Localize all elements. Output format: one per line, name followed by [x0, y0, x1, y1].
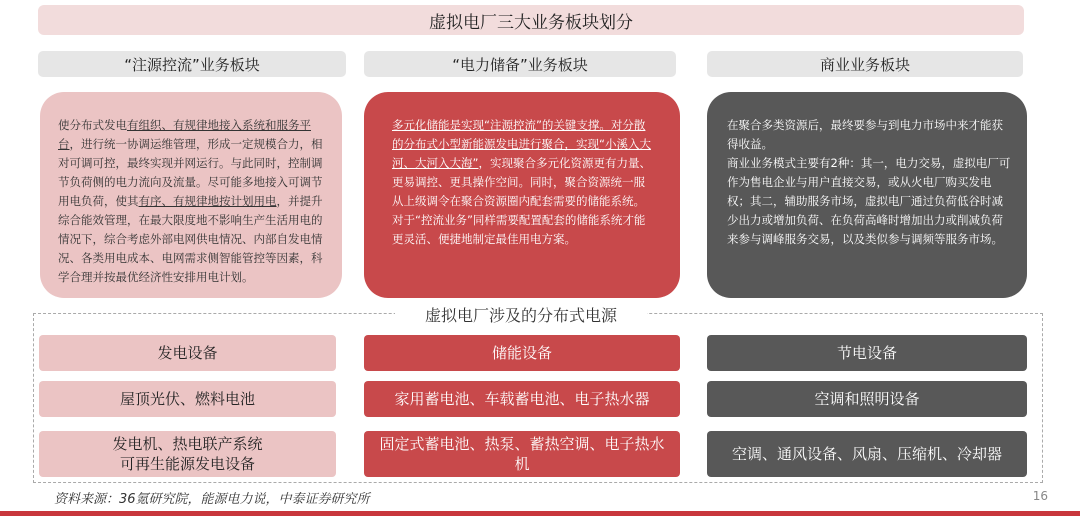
card-text-part: 使分布式发电 [58, 118, 127, 132]
card-commercial [707, 92, 1027, 298]
section-header-source-control: “注源控流”业务板块 [38, 51, 346, 77]
section-header-commercial: 商业业务板块 [707, 51, 1023, 77]
card-power-storage [364, 92, 680, 298]
energy-saving-item: 空调、通风设备、风扇、压缩机、冷却器 [707, 431, 1027, 477]
card-commercial-paragraph-2: 商业业务模式主要有2种：其一，电力交易，虚拟电厂可作为售电企业与用户直接交易，或从火电厂购买发电权；其二，辅助服务市场，虚拟电厂通过负荷低谷时减少出力或增加负荷、在负荷高峰时增加出力或削减负荷来参与调峰服务交易，以及类似参与调频等服务市场。 [727, 156, 1011, 246]
column-header-storage: 储能设备 [364, 335, 680, 371]
bottom-accent-line [0, 511, 1080, 516]
card-text-part: ，进行统一协调运维管理，形成一定规模合力，相对可调可控，最终实现并网运行。与此同时，控制调节负荷侧的电力流向及流量。尽可能多地接入可调节用电负荷，使其 [58, 137, 323, 208]
generation-item: 发电机、热电联产系统 可再生能源发电设备 [39, 431, 336, 477]
column-header-generation: 发电设备 [39, 335, 336, 371]
section-header-power-storage: “电力储备”业务板块 [364, 51, 676, 77]
storage-item: 家用蓄电池、车载蓄电池、电子热水器 [364, 381, 680, 417]
card-source-control-text [58, 116, 324, 287]
card-source-control [40, 92, 342, 298]
energy-saving-item: 空调和照明设备 [707, 381, 1027, 417]
card-text-underlined: 有序、有规律地按计划用电 [138, 194, 277, 208]
column-header-energy-saving: 节电设备 [707, 335, 1027, 371]
page-number: 16 [1032, 489, 1048, 503]
source-note: 资料来源：36氪研究院，能源电力说，中泰证券研究所 [54, 492, 370, 507]
card-commercial-paragraph-1: 在聚合多类资源后，最终要参与到电力市场中来才能获得收益。 [727, 118, 1003, 151]
card-text-part: ，实现聚合多元化资源更有力量、更易调控、更具操作空间。同时，聚合资源统一服从上级调令在聚合资源圈内配套需要的储能系统。对于“控流业务”同样需要配置配套的储能系统才能更灵活、便捷地制定最佳用电方案。 [392, 156, 651, 246]
card-text-underlined: 多元化储能是实现“注源控流”的关键支撑。对分散的分布式小型新能源发电进行聚合，实现“小溪入大河、大河入大海” [392, 118, 651, 170]
card-text-underlined: 有组织、有规律地接入系统和服务平台 [58, 118, 311, 151]
storage-item: 固定式蓄电池、热泵、蓄热空调、电子热水机 [364, 431, 680, 477]
card-power-storage-text [392, 116, 654, 249]
card-text-part: ，并提升综合能效管理，在最大限度地不影响生产生活用电的情况下，综合考虑外部电网供电情况、内部自发电情况、各类用电成本、电网需求侧智能管控等因素，科学合理并按最优经济性安排用电计划。 [58, 194, 323, 284]
generation-item: 屋顶光伏、燃料电池 [39, 381, 336, 417]
distributed-sources-title: 虚拟电厂涉及的分布式电源 [395, 303, 647, 325]
page-title: 虚拟电厂三大业务板块划分 [38, 5, 1024, 35]
